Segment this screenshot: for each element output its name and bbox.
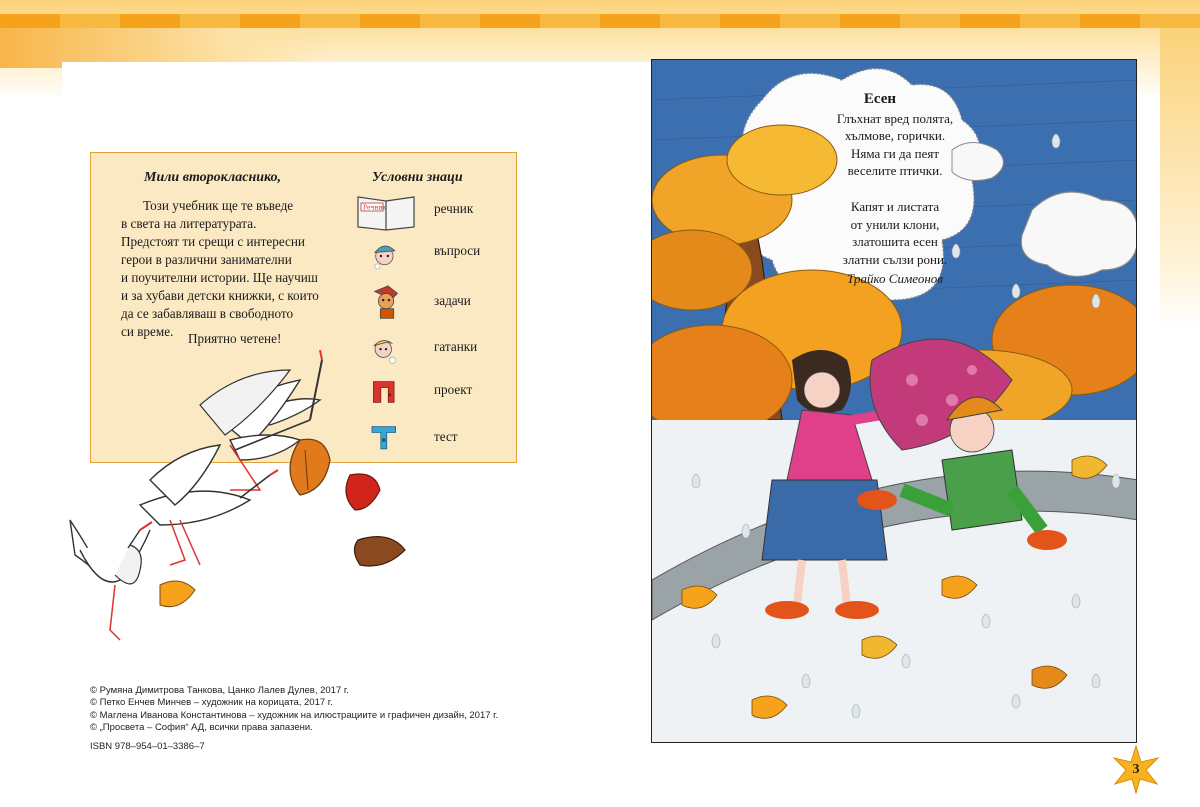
poem-line: златни сълзи рони. [842, 251, 948, 267]
closing-text: Приятно четене! [188, 331, 282, 346]
credit-line: © „Просвета – София“ АД, всички права запазени. [90, 722, 313, 734]
right-edge-decoration [1160, 28, 1200, 328]
intro-line: Предстоят ти срещи с интересни [121, 234, 305, 249]
intro-paragraph [121, 197, 351, 341]
intro-line: в света на литературата. [121, 216, 257, 231]
intro-line: да се забавляваш в свободното [121, 306, 294, 321]
greeting-heading: Мили второкласнико, [144, 170, 282, 185]
intro-line: Този учебник ще те въведе [143, 198, 294, 213]
riddles-character-icon [365, 333, 407, 369]
stork-icon [140, 445, 278, 565]
legend-label: гатанки [434, 339, 478, 354]
credit-line: © Маглена Иванова Константинова – художник на илюстрациите и графичен дизайн, 2017 г. [90, 709, 499, 721]
copyright-credits [90, 685, 498, 735]
poem [810, 91, 980, 288]
top-stripe [0, 14, 1200, 28]
isbn: ISBN 978–954–01–3386–7 [90, 741, 205, 752]
poem-title: Есен [863, 91, 897, 107]
legend-title: Условни знаци [372, 170, 463, 185]
dictionary-book-icon [355, 191, 417, 231]
intro-line: и поучителни истории. Ще научиш [121, 270, 318, 285]
legend-label: проект [434, 382, 473, 397]
legend-label: задачи [434, 293, 471, 308]
poem-line: Капят и листата [850, 198, 940, 214]
legend-label: тест [434, 429, 458, 444]
questions-character-icon [367, 238, 407, 274]
intro-line: герои в различни занимателни [121, 252, 292, 267]
project-letter-icon [369, 375, 403, 409]
intro-line: си време. [121, 324, 174, 339]
red-leaf-icon [346, 474, 380, 510]
poem-line: Няма ги да пеят [850, 145, 940, 161]
page-number: 3 [1132, 762, 1140, 777]
credit-line: © Румяна Димитрова Танкова, Цанко Лалев Дулев, 2017 г. [90, 685, 349, 696]
intro-line: и за хубави детски книжки, с които [121, 288, 319, 303]
legend-label: въпроси [434, 243, 481, 258]
poem-line: веселите птички. [847, 163, 943, 179]
falling-leaves-illustration [280, 430, 420, 600]
poem-line: хълмове, горички. [844, 128, 946, 144]
credit-line: © Петко Енчев Минчев – художник на корицата, 2017 г. [90, 697, 333, 709]
tasks-character-icon [365, 281, 409, 325]
stork-icon [70, 520, 152, 640]
poem-author: Трайко Симеонов [847, 271, 943, 287]
dictionary-book-text: Речник [363, 204, 387, 212]
oak-leaf-icon [290, 439, 330, 495]
legend-label: речник [434, 201, 474, 216]
poem-line: от унили клони, [850, 216, 940, 232]
brown-leaf-icon [354, 537, 405, 566]
poem-line: Глъхнат вред полята, [836, 110, 954, 126]
poem-line: златошита есен [852, 234, 938, 250]
